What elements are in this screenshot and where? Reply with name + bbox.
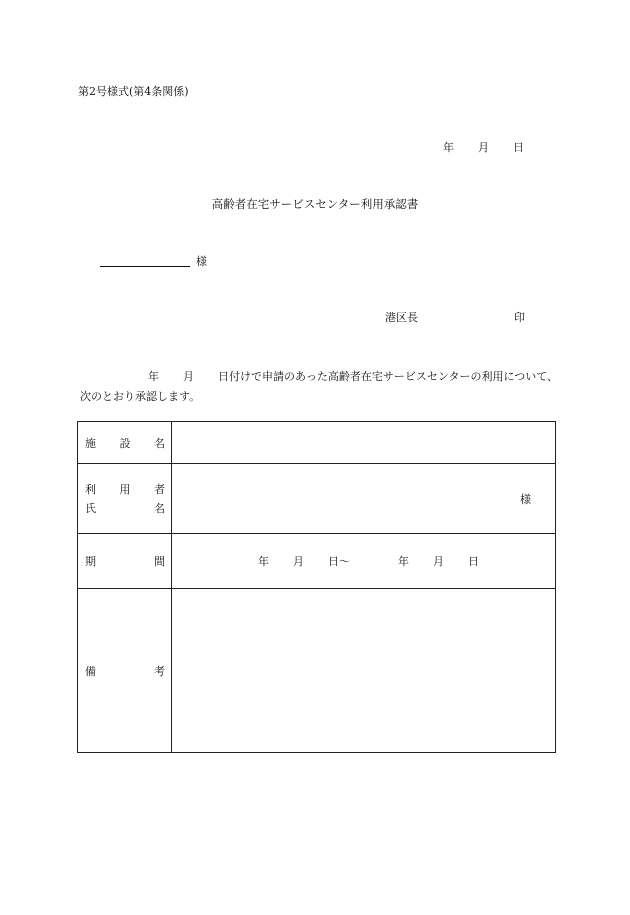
addressee-name-line — [100, 256, 190, 267]
label-char: 施 — [85, 436, 96, 450]
facility-label — [78, 422, 172, 464]
addressee — [100, 256, 207, 267]
date-day: 日 — [513, 141, 524, 154]
date-month: 月 — [478, 141, 489, 154]
period-day-end: 日 — [468, 555, 479, 568]
period-month-start: 月 — [293, 555, 304, 568]
label-char: 備 — [85, 664, 96, 678]
label-char: 氏 — [85, 502, 96, 515]
approval-table — [77, 421, 556, 753]
label-char: 考 — [154, 664, 165, 678]
form-number: 第2号様式(第4条関係) — [78, 85, 189, 98]
label-char: 間 — [154, 555, 165, 568]
body-year: 年 — [148, 370, 159, 383]
remarks-label — [78, 589, 172, 753]
remarks-value-cell[interactable] — [172, 589, 556, 753]
issuer: 港区長 — [385, 311, 418, 324]
table-row-remarks — [78, 589, 556, 753]
table-row-facility — [78, 422, 556, 464]
seal-mark: 印 — [514, 311, 525, 324]
label-char: 名 — [154, 436, 165, 450]
period-label — [78, 534, 172, 589]
body-sentence: 日付けで申請のあった高齢者在宅サービスセンターの利用について、次のとおり承認します。 — [80, 370, 559, 403]
user-value-cell[interactable] — [172, 464, 556, 534]
body-month: 月 — [183, 370, 194, 383]
label-char: 用 — [119, 483, 131, 496]
period-day-start: 日～ — [328, 555, 350, 568]
document-title: 高齢者在宅サービスセンター利用承認書 — [211, 197, 419, 211]
user-label — [78, 464, 172, 534]
label-char: 利 — [85, 483, 96, 496]
table-row-user — [78, 464, 556, 534]
facility-value-cell[interactable] — [172, 422, 556, 464]
date-year: 年 — [443, 141, 454, 154]
user-suffix: 様 — [520, 492, 531, 506]
period-value-cell[interactable] — [172, 534, 556, 589]
label-char: 名 — [154, 502, 165, 515]
table-row-period — [78, 534, 556, 589]
date-line — [443, 142, 524, 153]
addressee-suffix: 様 — [196, 255, 207, 268]
period-year-start: 年 — [258, 555, 269, 568]
period-year-end: 年 — [398, 555, 409, 568]
period-month-end: 月 — [433, 555, 444, 568]
label-char: 設 — [119, 436, 131, 450]
body-text — [80, 367, 560, 407]
label-char: 者 — [154, 483, 165, 496]
label-char: 期 — [85, 555, 96, 568]
